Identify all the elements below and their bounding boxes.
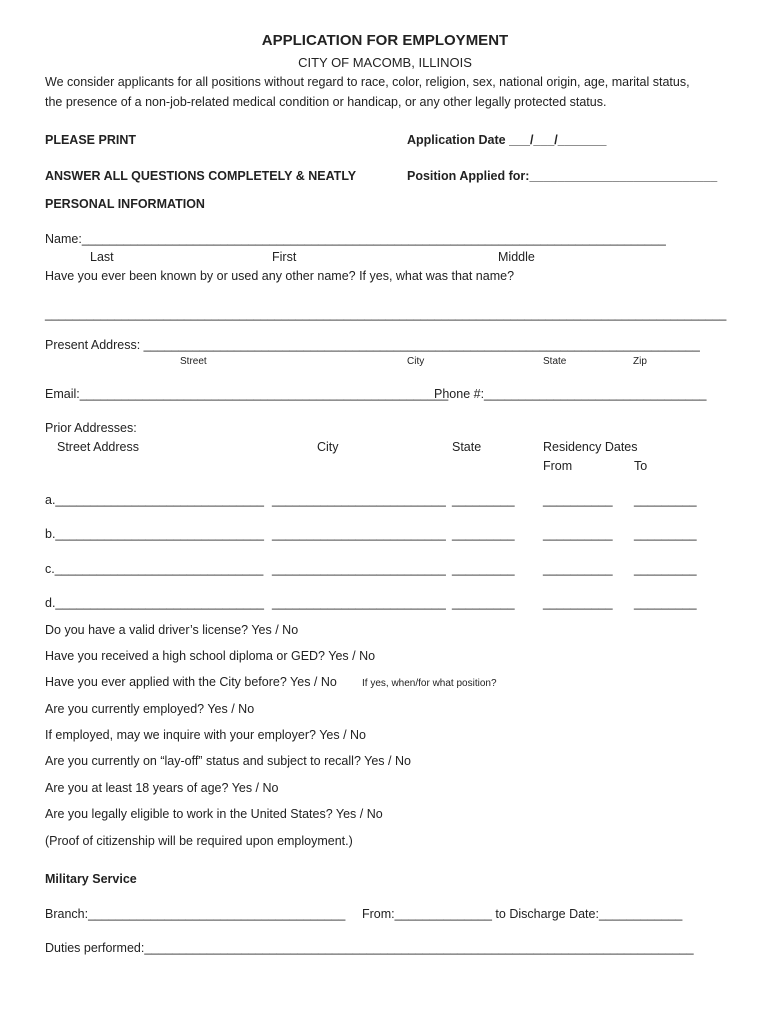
military-dates-field[interactable]: From:______________ to Discharge Date:____________ [362, 907, 683, 921]
prior-address-b-from[interactable]: __________ [543, 527, 613, 541]
prior-address-a-state[interactable]: _________ [452, 493, 515, 507]
col-state: State [452, 440, 482, 454]
prior-address-b-to[interactable]: _________ [634, 527, 697, 541]
address-street-label: Street [180, 356, 207, 367]
please-print-label: PLEASE PRINT [45, 133, 136, 147]
email-field[interactable]: Email:_____________________________________________________ [45, 387, 449, 401]
prior-address-b-street[interactable]: b.______________________________ [45, 527, 264, 541]
diploma-question[interactable]: Have you received a high school diploma or GED? Yes / No [45, 649, 376, 663]
eeo-statement-line2: the presence of a non-job-related medical condition or handicap, or any other legally protected status. [45, 95, 607, 109]
prior-address-c-to[interactable]: _________ [634, 562, 697, 576]
inquire-employer-question[interactable]: If employed, may we inquire with your employer? Yes / No [45, 728, 366, 742]
prior-address-d-city[interactable]: _________________________ [272, 596, 446, 610]
prior-address-d-from[interactable]: __________ [543, 596, 613, 610]
drivers-license-question[interactable]: Do you have a valid driver’s license? Yes / No [45, 623, 299, 637]
address-zip-label: Zip [633, 356, 647, 367]
applied-before-note: If yes, when/for what position? [362, 678, 497, 689]
currently-employed-question[interactable]: Are you currently employed? Yes / No [45, 702, 255, 716]
name-first-label: First [272, 250, 297, 264]
col-street-address: Street Address [57, 440, 139, 454]
military-service-heading: Military Service [45, 872, 137, 886]
personal-info-heading: PERSONAL INFORMATION [45, 197, 205, 211]
prior-address-c-state[interactable]: _________ [452, 562, 515, 576]
address-city-label: City [407, 356, 425, 367]
prior-address-c-city[interactable]: _________________________ [272, 562, 446, 576]
col-residency-dates: Residency Dates [543, 440, 638, 454]
prior-address-b-city[interactable]: _________________________ [272, 527, 446, 541]
answer-all-label: ANSWER ALL QUESTIONS COMPLETELY & NEATLY [45, 169, 357, 183]
name-field[interactable]: Name:____________________________________________________________________________________ [45, 232, 666, 246]
col-city: City [317, 440, 339, 454]
other-name-question: Have you ever been known by or used any other name? If yes, what was that name? [45, 269, 515, 283]
prior-address-c-street[interactable]: c.______________________________ [45, 562, 264, 576]
col-to: To [634, 459, 648, 473]
age-18-question[interactable]: Are you at least 18 years of age? Yes / No [45, 781, 279, 795]
prior-address-a-from[interactable]: __________ [543, 493, 613, 507]
military-branch-field[interactable]: Branch:_____________________________________ [45, 907, 346, 921]
other-name-field[interactable]: __________________________________________________________________________________________________ [45, 307, 727, 321]
name-middle-label: Middle [498, 250, 535, 264]
prior-address-c-from[interactable]: __________ [543, 562, 613, 576]
eeo-statement-line1: We consider applicants for all positions without regard to race, color, religion, sex, national origin, age, marital status, [45, 75, 690, 89]
phone-field[interactable]: Phone #:________________________________ [434, 387, 707, 401]
prior-address-a-street[interactable]: a.______________________________ [45, 493, 264, 507]
prior-address-d-street[interactable]: d.______________________________ [45, 596, 264, 610]
present-address-field[interactable]: Present Address: ________________________________________________________________________________ [45, 338, 700, 352]
prior-address-b-state[interactable]: _________ [452, 527, 515, 541]
layoff-status-question[interactable]: Are you currently on “lay-off” status and subject to recall? Yes / No [45, 754, 411, 768]
eligible-to-work-question[interactable]: Are you legally eligible to work in the United States? Yes / No [45, 807, 383, 821]
prior-addresses-heading: Prior Addresses: [45, 421, 137, 435]
prior-address-d-to[interactable]: _________ [634, 596, 697, 610]
prior-address-a-to[interactable]: _________ [634, 493, 697, 507]
col-from: From [543, 459, 573, 473]
prior-address-a-city[interactable]: _________________________ [272, 493, 446, 507]
duties-performed-field[interactable]: Duties performed:_______________________________________________________________________________ [45, 941, 694, 955]
position-applied-field[interactable]: Position Applied for:___________________________ [407, 169, 718, 183]
name-last-label: Last [90, 250, 114, 264]
address-state-label: State [543, 356, 567, 367]
citizenship-proof-note: (Proof of citizenship will be required upon employment.) [45, 834, 353, 848]
application-date-field[interactable]: Application Date ___/___/_______ [407, 133, 607, 147]
form-subtitle: CITY OF MACOMB, ILLINOIS [298, 55, 472, 70]
prior-address-d-state[interactable]: _________ [452, 596, 515, 610]
applied-before-question[interactable]: Have you ever applied with the City before? Yes / No [45, 675, 337, 689]
form-title: APPLICATION FOR EMPLOYMENT [261, 32, 509, 49]
